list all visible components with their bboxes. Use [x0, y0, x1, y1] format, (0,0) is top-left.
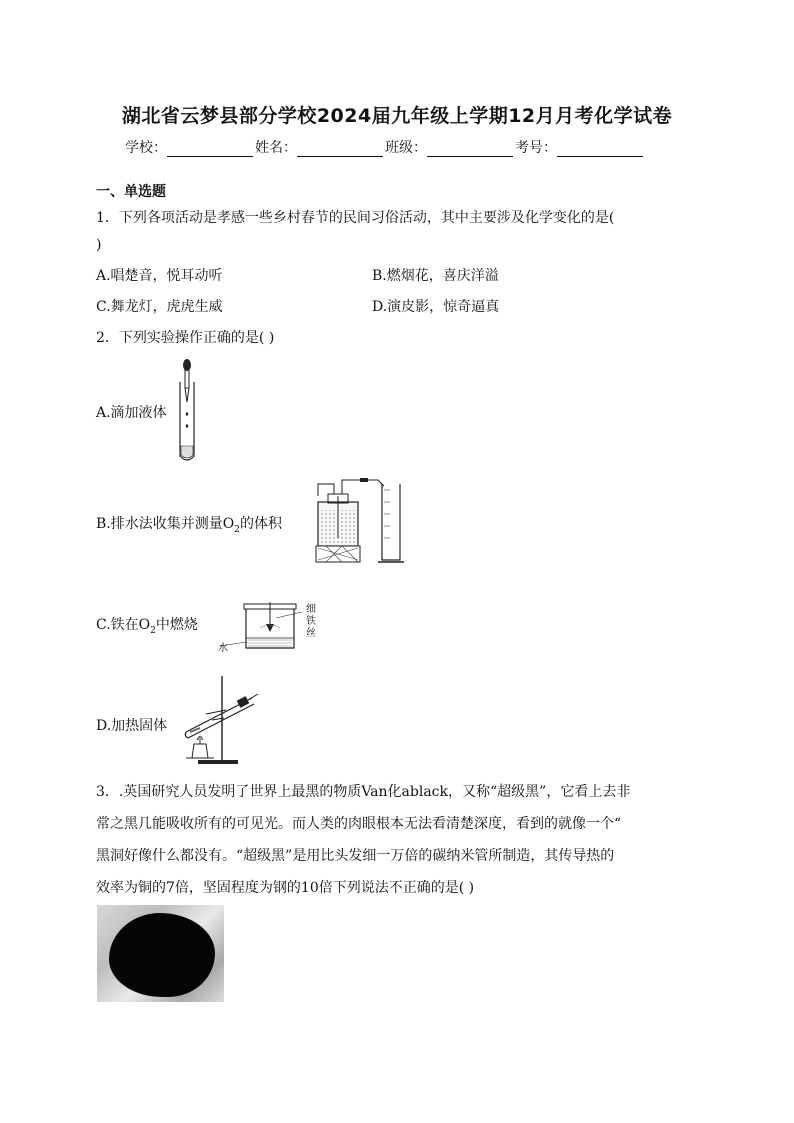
- school-label: 学校：: [125, 140, 167, 156]
- gas-bottle-cylinder-diagram: [312, 476, 408, 566]
- q1-option-d[interactable]: D.演皮影，惊奇逼真: [372, 299, 500, 315]
- black-material: [109, 913, 215, 997]
- iron-burning-jar-diagram: [216, 598, 336, 654]
- iron-wire-label: 细 铁 丝: [306, 604, 316, 639]
- q1-option-c[interactable]: C.舞龙灯，虎虎生威: [96, 299, 223, 315]
- q3-stem-line4: 效率为铜的7倍，坚固程度为钢的10倍下列说法不正确的是( ): [96, 880, 475, 896]
- q3-stem-line2: 常之黑几能吸收所有的可见光。而人类的肉眼根本无法看清楚深度，看到的就像一个“: [96, 816, 622, 832]
- q1-stem: 1．下列各项活动是孝感一些乡村春节的民间习俗活动，其中主要涉及化学变化的是(: [96, 210, 615, 226]
- super-black-photo: [97, 905, 224, 1002]
- class-blank[interactable]: [427, 142, 513, 157]
- name-label: 姓名：: [255, 140, 297, 156]
- q2-stem: 2．下列实验操作正确的是( ): [96, 330, 275, 346]
- q2-option-a[interactable]: A.滴加液体: [96, 405, 167, 421]
- q2-option-b[interactable]: B.排水法收集并测量$O_2$的体积: [96, 516, 282, 535]
- name-blank[interactable]: [297, 142, 383, 157]
- q1-stem-end: ): [96, 237, 102, 253]
- exam-no-blank[interactable]: [557, 142, 643, 157]
- heating-solid-diagram: [176, 674, 258, 766]
- exam-title: 湖北省云梦县部分学校2024届九年级上学期12月月考化学试卷: [121, 105, 673, 127]
- dropper-test-tube-diagram: [172, 358, 202, 464]
- section-heading: 一、单选题: [96, 184, 166, 200]
- q1-option-b[interactable]: B.燃烟花，喜庆洋溢: [372, 268, 499, 284]
- q2-option-d[interactable]: D.加热固体: [96, 718, 168, 734]
- student-info-row: [125, 137, 645, 157]
- q3-stem-line1: 3．.英国研究人员发明了世界上最黑的物质Van化ablack，又称“超级黑”，它看上去非: [96, 784, 631, 800]
- q3-stem-line3: 黑洞好像什么都没有。“超级黑”是用比头发细一万倍的碳纳米管所制造，其传导热的: [96, 848, 615, 864]
- water-label: 水: [218, 643, 228, 654]
- school-blank[interactable]: [167, 142, 253, 157]
- exam-no-label: 考号：: [515, 140, 557, 156]
- q2-option-c[interactable]: C.铁在$O_2$中燃烧: [96, 617, 198, 636]
- q1-option-a[interactable]: A.唱楚音，悦耳动听: [96, 268, 223, 284]
- class-label: 班级：: [385, 140, 427, 156]
